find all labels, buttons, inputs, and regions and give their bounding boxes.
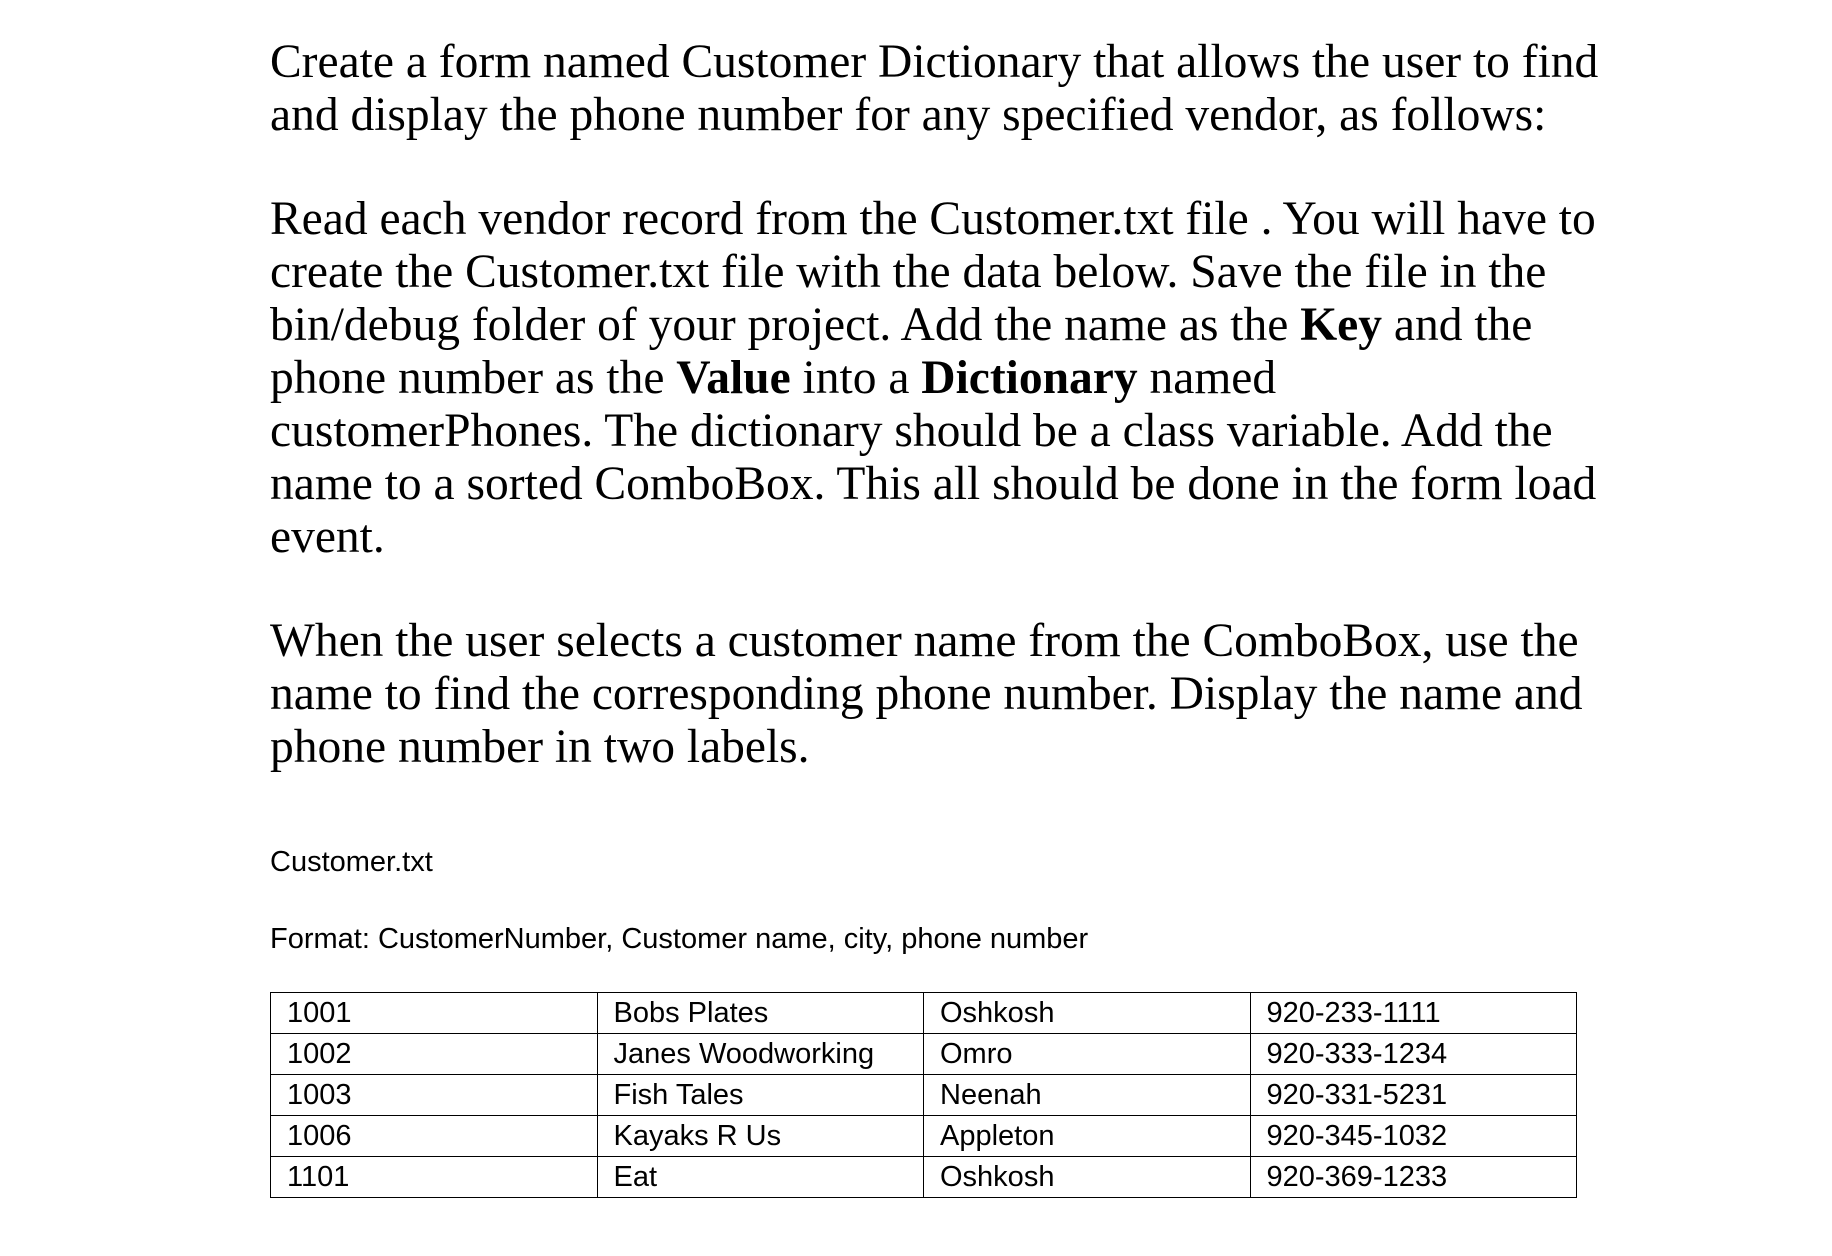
customer-name-cell: Fish Tales	[597, 1075, 924, 1116]
phone-number-cell: 920-333-1234	[1250, 1034, 1577, 1075]
selection-instructions-paragraph: When the user selects a customer name from the ComboBox, use the name to find the corresponding phone number. Display the name and phone number in two labels.	[270, 615, 1583, 773]
value-term: Value	[676, 352, 791, 404]
key-term: Key	[1300, 299, 1382, 351]
table-row	[271, 1075, 1577, 1116]
city-cell: Neenah	[924, 1075, 1251, 1116]
customer-number-cell: 1003	[271, 1075, 598, 1116]
table-row	[271, 993, 1577, 1034]
table-row	[271, 1034, 1577, 1075]
customer-number-cell: 1001	[271, 993, 598, 1034]
customer-name-cell: Kayaks R Us	[597, 1116, 924, 1157]
load-text-part-4: named customerPhones. The dictionary should be a class variable. Add the name to a sorted ComboBox. This all should be done in the form load event.	[270, 352, 1597, 563]
load-text-part-3: into a	[790, 352, 922, 404]
dictionary-term: Dictionary	[921, 352, 1138, 404]
phone-number-cell: 920-345-1032	[1250, 1116, 1577, 1157]
document-page	[270, 36, 1610, 1198]
customer-data-table	[270, 992, 1577, 1198]
customer-name-cell: Eat	[597, 1157, 924, 1198]
city-cell: Omro	[924, 1034, 1251, 1075]
phone-number-cell: 920-331-5231	[1250, 1075, 1577, 1116]
format-description: Format: CustomerNumber, Customer name, city, phone number	[270, 923, 1089, 955]
customer-name-cell: Bobs Plates	[597, 993, 924, 1034]
intro-paragraph: Create a form named Customer Dictionary that allows the user to find and display the phone number for any specified vendor, as follows:	[270, 36, 1599, 141]
table-row	[271, 1116, 1577, 1157]
load-instructions-paragraph	[270, 193, 1610, 564]
phone-number-cell: 920-233-1111	[1250, 993, 1577, 1034]
customer-number-cell: 1101	[271, 1157, 598, 1198]
city-cell: Oshkosh	[924, 1157, 1251, 1198]
customer-name-cell: Janes Woodworking	[597, 1034, 924, 1075]
city-cell: Oshkosh	[924, 993, 1251, 1034]
load-text-part-1: Read each vendor record from the Customer.txt file . You will have to create the Customer.txt file with the data below. Save the file in the bin/debug folder of your project. Add the name as the	[270, 193, 1596, 351]
phone-number-cell: 920-369-1233	[1250, 1157, 1577, 1198]
table-row	[271, 1157, 1577, 1198]
load-text-part-2: and the phone number as the	[270, 299, 1533, 404]
customer-number-cell: 1002	[271, 1034, 598, 1075]
customer-number-cell: 1006	[271, 1116, 598, 1157]
file-name-label: Customer.txt	[270, 846, 433, 878]
city-cell: Appleton	[924, 1116, 1251, 1157]
